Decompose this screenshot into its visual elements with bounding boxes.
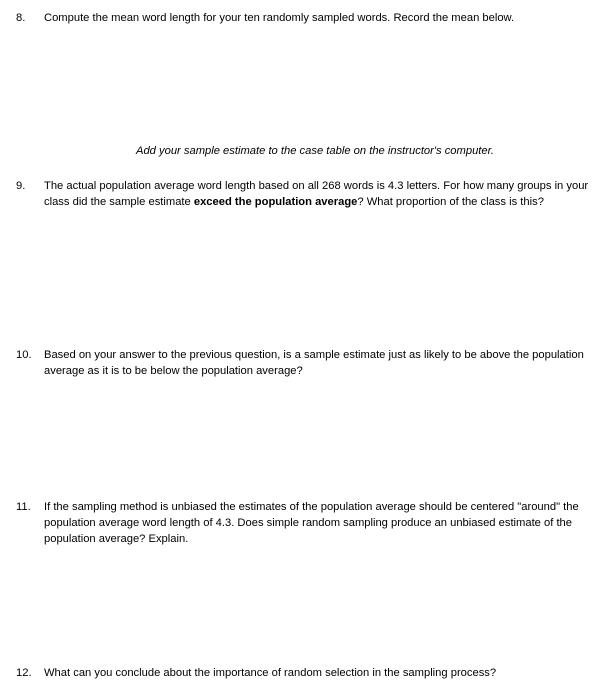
question-number: 11. — [16, 501, 31, 513]
question-11 — [16, 499, 598, 547]
question-number: 9. — [16, 180, 26, 192]
question-10 — [16, 347, 598, 379]
question-12 — [16, 665, 598, 681]
question-text — [44, 178, 598, 210]
text-before: The actual population average word length based on all 268 words is 4.3 letters. For how many groups in your class did the sample estimate — [44, 180, 589, 208]
question-text: If the sampling method is unbiased the estimates of the population average should be centered "around" the population average word length of 4.3. Does simple random sampling produce an unbiased estimate of the population average? Explain. — [44, 501, 579, 545]
instruction-note: Add your sample estimate to the case table on the instructor's computer. — [136, 145, 495, 157]
question-number: 12. — [16, 667, 32, 679]
text-after: ? What proportion of the class is this? — [357, 196, 544, 208]
question-text: What can you conclude about the importance of random selection in the sampling process? — [44, 667, 497, 679]
question-8 — [16, 10, 598, 26]
question-text: Based on your answer to the previous question, is a sample estimate just as likely to be above the population average as it is to be below the population average? — [44, 349, 584, 377]
question-9 — [16, 178, 598, 210]
question-text: Compute the mean word length for your ten randomly sampled words. Record the mean below. — [44, 12, 515, 24]
emphasis-text: exceed the population average — [193, 196, 358, 208]
question-number: 8. — [16, 12, 26, 24]
question-number: 10. — [16, 349, 32, 361]
